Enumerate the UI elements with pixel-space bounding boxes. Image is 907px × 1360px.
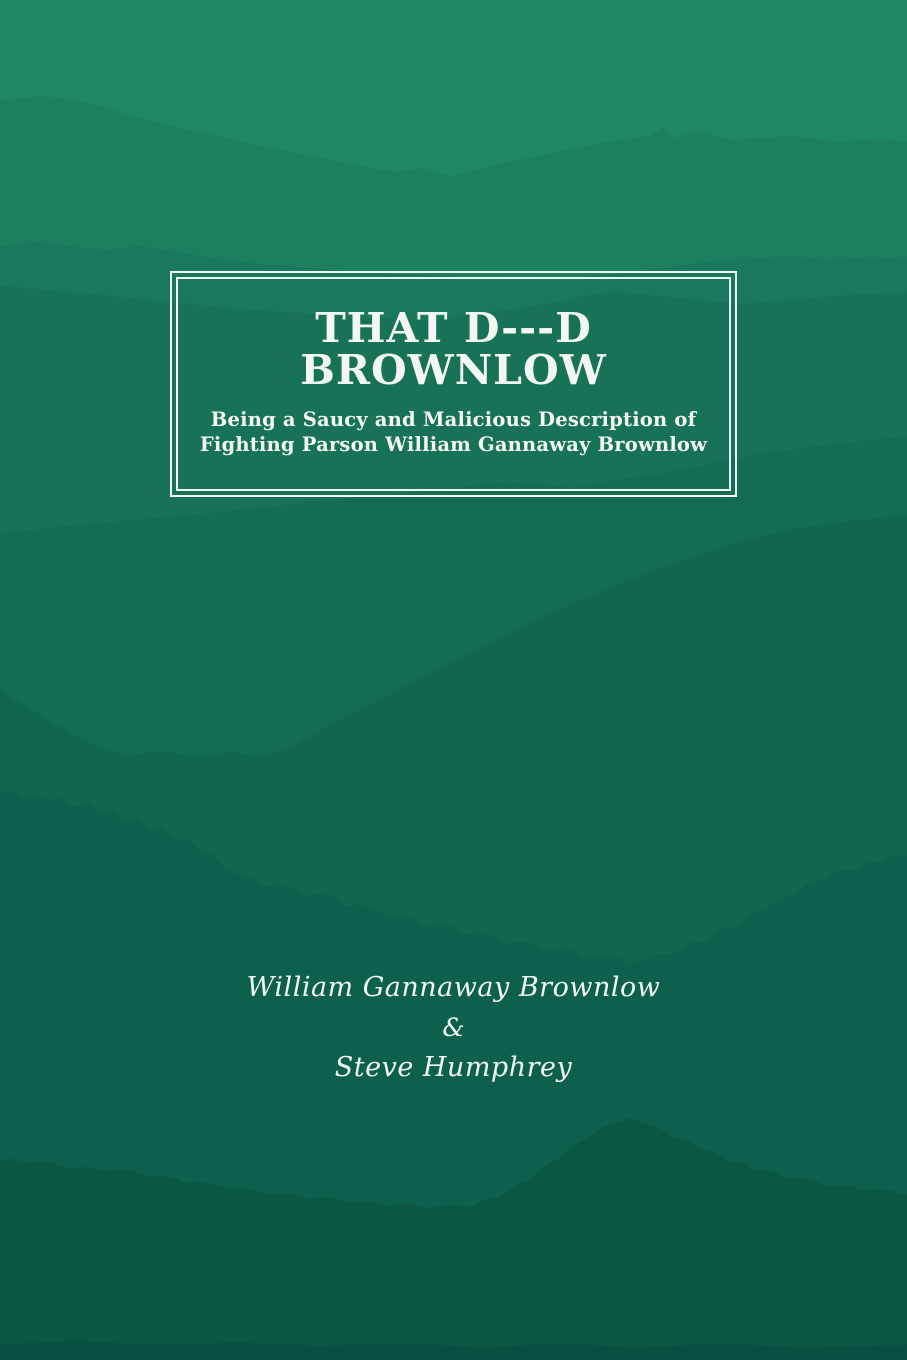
- ampersand: &: [442, 1013, 465, 1042]
- authors-block: [0, 970, 907, 1086]
- author-primary: William Gannaway Brownlow: [246, 972, 661, 1003]
- book-title-line1: THAT D---D: [315, 304, 592, 352]
- book-subtitle: [200, 407, 707, 457]
- book-subtitle-line2: Fighting Parson William Gannaway Brownlow: [199, 433, 708, 456]
- title-frame: [170, 271, 737, 497]
- book-title-line2: BROWNLOW: [300, 346, 607, 394]
- title-frame-inner: [176, 277, 731, 491]
- author-secondary: Steve Humphrey: [334, 1052, 573, 1083]
- book-subtitle-line1: Being a Saucy and Malicious Description of: [210, 408, 697, 431]
- book-title: [300, 304, 607, 394]
